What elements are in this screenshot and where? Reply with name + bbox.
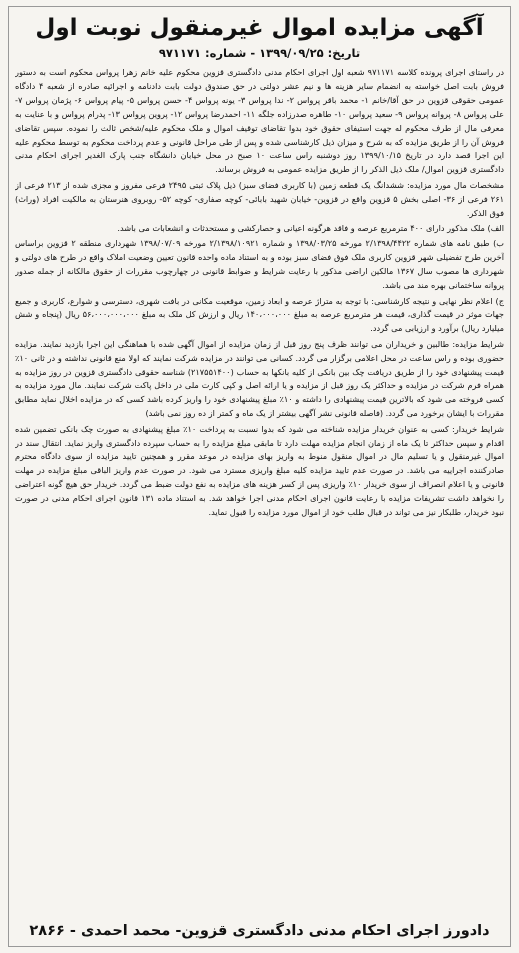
paragraph-clause-c: ج) اعلام نظر نهایی و نتیجه کارشناسی: با توجه به متراژ عرصه و ابعاد زمین، موقعیت مکانی در بافت شهری، دسترسی و شوارع، کاربری و جمیع جهات موثر در قیمت گذاری، قیمت هر مترمربع عرصه به مبلغ ۱۴۰،۰۰۰،۰۰۰ ریال و ارزش کل ملک به مبلغ ۵۶،۰۰۰،۰۰۰،۰۰۰ ریال (پنجاه و شش میلیارد ریال) برآورد و ارزیابی می گردد. [15,295,504,334]
ad-signature: دادورز اجرای احکام مدنی دادگستری قزوین- محمد احمدی - ۲۸۶۶ [29,923,490,939]
ad-frame [8,6,511,947]
paragraph-clause-a: الف) ملک مذکور دارای ۴۰۰ مترمربع عرصه و فاقد هرگونه اعیانی و حصارکشی و مستحدثات و انشعابات می باشد. [117,222,504,233]
paragraph-clause-b: ب) طبق نامه های شماره ۲/۱۳۹۸/۴۴۲۲ مورخه ۱۳۹۸/۰۳/۲۵ و شماره ۲/۱۳۹۸/۱۰۹۲۱ مورخه ۱۳۹۸/۰۷/۰۹ شهرداری منطقه ۲ قزوین براساس آخرین طرح تفضیلی شهر قزوین کاربری ملک فوق فضای سبز بوده و به استناد ماده واحده قانون تعیین وضعیت املاک واقع در طرح های دولتی و شهرداری ها مصوب سال ۱۳۶۷ مالکین اراضی مذکور با رعایت شرایط و ضوابط قانونی در چهارچوب مقررات از حقوق مالکانه از جمله صدور پروانه ساختمانی بهره مند می باشد. [15,238,504,291]
ad-date-number: تاریخ: ۱۳۹۹/۰۹/۲۵ - شماره: ۹۷۱۱۷۱ [158,46,361,60]
ad-title: آگهی مزایده اموال غیرمنقول نوبت اول [35,15,484,41]
paragraph-auction-terms: شرایط مزایده: طالبین و خریداران می توانند ظرف پنج روز قبل از زمان مزایده از اموال آگهی شده با هماهنگی این اجرا بازدید نمایند. مزایده حضوری بوده و راس ساعت در محل اعلامی برگزار می گردد. کسانی می توانند در مزایده شرکت نمایند که اولا منع قانونی نداشته و در ثانی ۱۰٪ قیمت پیشنهادی خود را از طریق دریافت چک بین بانکی از کلیه بانکها به حساب (۲۱۷۵۵۱۴۰۰) شناسه حقوقی دادگستری قزوین در روز مزایده به همراه فرم شرکت در مزایده و حداکثر یک روز قبل از مزایده و یا ارائه اصل و کپی کارت ملی در داخل پاکت شرکت نمایند. مال مورد مزایده به کسی فروخته می شود که بالاترین قیمت پیشنهادی را داشته و ۱۰٪ مبلغ پیشنهادی خود را واریز کرده باشد کسی که در مزایده اخلال نماید مطابق مقررات با ایشان برخورد می گردد. (فاصله قانونی نشر آگهی بیشتر از یک ماه و کمتر از ده روز نمی باشد) [15,338,504,419]
paragraph-property-spec: مشخصات مال مورد مزایده: ششدانگ یک قطعه زمین (با کاربری فضای سبز) ذیل پلاک ثبتی ۲۴۹۵ فرعی مفروز و مجزی شده از ۲۱۳ فرعی از ۲۶۱ فرعی از ۳۶- اصلی بخش ۵ قزوین واقع در قزوین- خیابان شهید بابائی- کوچه صفاری- کوچه ۵۲- روبروی هنرستان به مالکیت افراد (وراث) فوق الذکر. [15,179,504,218]
ad-body [15,66,504,917]
paragraph-buyer-terms: شرایط خریدار: کسی به عنوان خریدار مزایده شناخته می شود که بدوا نسبت به پرداخت ۱۰٪ مبلغ پیشنهادی به صورت چک بانکی تضمین شده اقدام و سپس حداکثر تا یک ماه از زمان انجام مزایده مهلت دارد تا مابقی مبلغ مزایده را به حساب سپرده دادگستری واریز نماید. انتقال سند در اموال غیرمنقول و یا تسلیم مال در اموال منقول منوط به واریز بهای مزایده در موعد مقرر و همچنین تایید مزایده از سوی دادگاه محترم صادرکننده اجراییه می باشد. در صورت عدم تایید مزایده کلیه مبلغ واریزی مسترد می شود. در صورت عدم واریز الباقی مبلغ مزایده در مهلت قانونی و یا اعلام انصراف از سوی خریدار ۱۰٪ واریزی پس از کسر هزینه های مزایده به نفع دولت ضبط می گردد. خریدار حق هیچ گونه اعتراضی را نخواهد داشت تشریفات مزایده با رعایت قانون اجرای احکام مدنی اجرا خواهد شد. به استناد ماده ۱۳۱ قانون اجرای احکام مدنی در صورت نبود خریدار، طلبکار نیز می تواند در قبال طلب خود از اموال مورد مزایده را قبول نماید. [15,423,504,518]
paragraph-intro: در راستای اجرای پرونده کلاسه ۹۷۱۱۷۱ شعبه اول اجرای احکام مدنی دادگستری قزوین محکوم علیه خانم زهرا پرواس محکوم است به دستور فروش بابت اصل خواسته به انضمام سایر هزینه ها و نیم عشر دولتی در حق صندوق دولت بابت دادنامه و اجرائیه صادره از شعبه ۴ دادگاه عمومی حقوقی قزوین در حق آقا/خانم ۱- محمد باقر پرواس ۲- ندا پرواس ۳- یونه پرواس ۴- حسن پرواس ۵- پیام پرواس ۶- پژمان پرواس ۷- علی پرواس ۸- پروانه پرواس ۹- سعید پرواس ۱۰- طاهره صدرزاده جلگه ۱۱- احمدرضا پرواس ۱۲- پروین پرواس ۱۳- پدرام پرواس و با عنایت به معرفی مال از طرف محکوم له جهت استیفای حقوق خود بدوا تقاضای توقیف اموال و ملک محکوم علیه/شخص ثالث را نموده. سپس تقاضای فروش آن را از طریق مزایده که به شرح و میزان ذیل کارشناسی شده و پس از طی مراحل قانونی و عدم پرداخت محکوم به توسط محکوم علیه این اجرا قصد دارد در تاریخ ۱۳۹۹/۱۰/۱۵ روز دوشنبه راس ساعت ۱۰ صبح در محل خیابان دانشگاه جنب پارک الغدیر اجرای احکام مدنی دادگستری قزوین اموال/ ملک ذیل الذکر را از طریق مزایده عمومی به فروش برساند. [15,67,504,175]
